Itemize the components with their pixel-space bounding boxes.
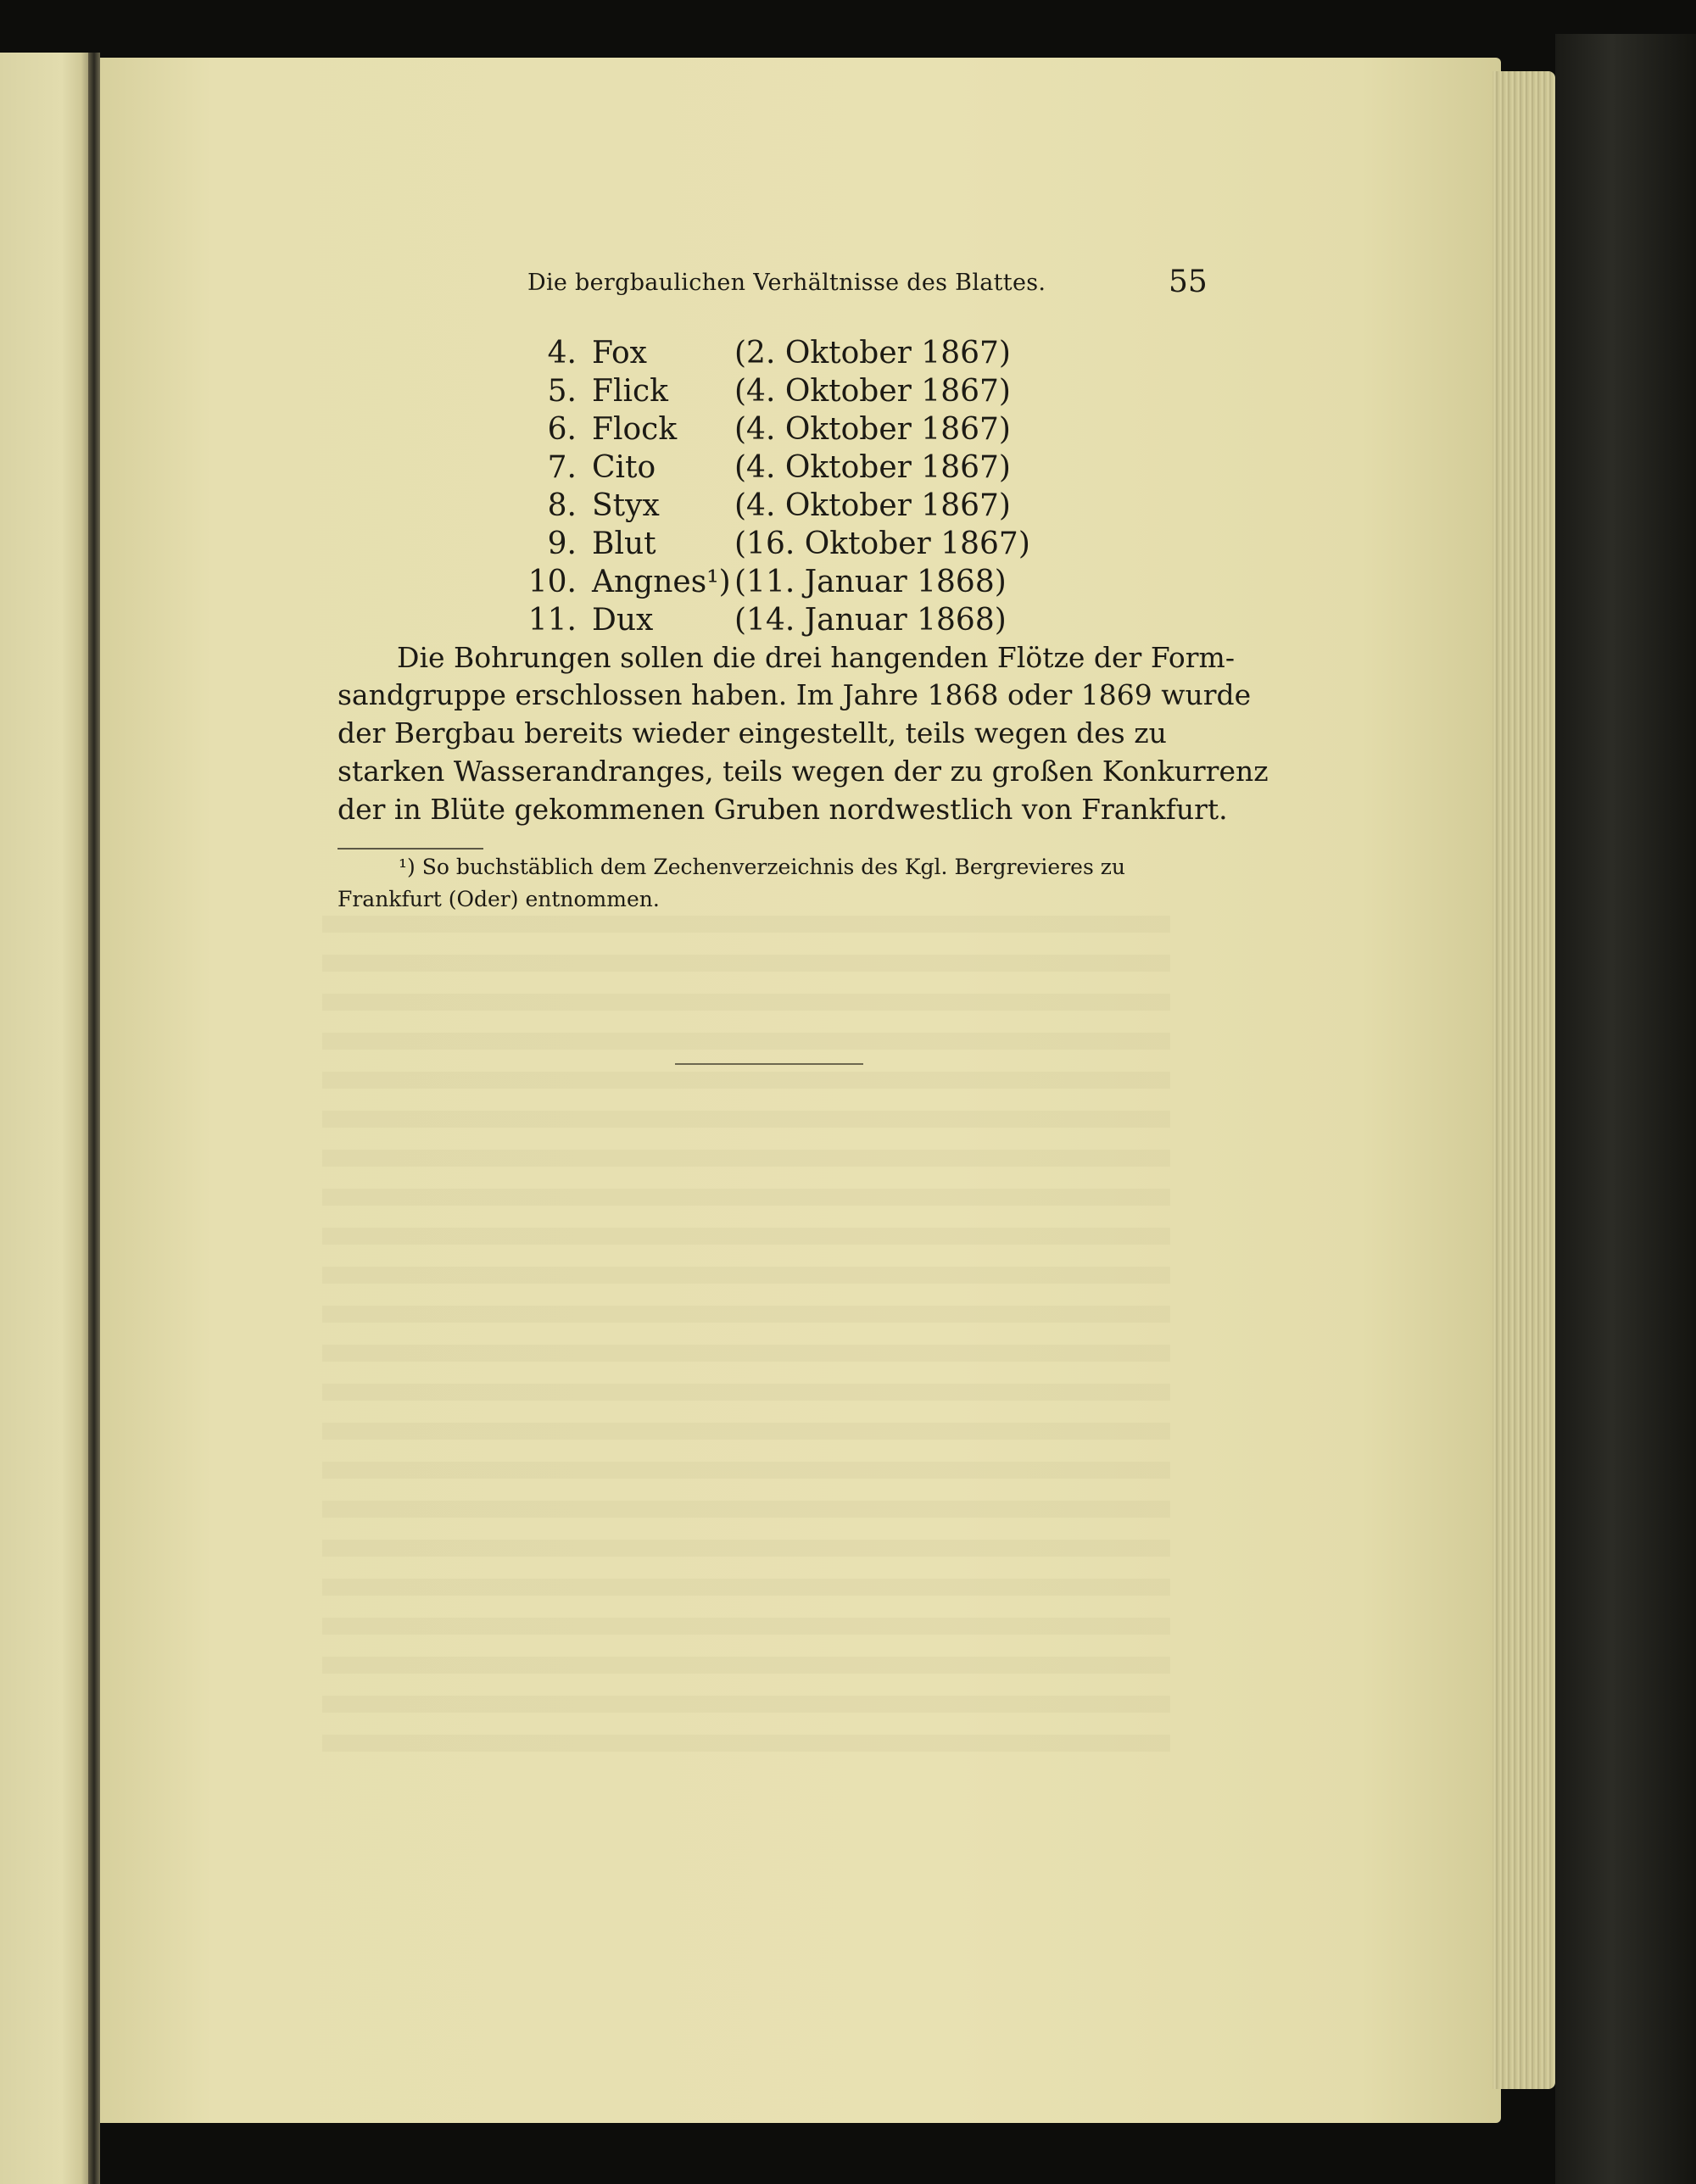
section-end-rule (675, 1063, 863, 1065)
item-date: (4. Oktober 1867) (734, 450, 1011, 485)
item-name: Flick (592, 374, 668, 409)
footnote-divider (338, 848, 483, 850)
item-name: Angnes¹) (592, 565, 731, 599)
page-edges (1492, 71, 1555, 2089)
item-name: Flock (592, 412, 678, 447)
item-name: Fox (592, 336, 647, 370)
show-through-texture (322, 916, 1170, 1763)
left-page-edge (0, 53, 88, 2184)
paragraph-line: der Bergbau bereits wieder eingestellt, teils wegen des zu (338, 716, 1167, 749)
item-date: (11. Januar 1868) (734, 565, 1007, 599)
item-number: 9. (547, 526, 577, 561)
item-number: 7. (547, 450, 577, 485)
item-date: (2. Oktober 1867) (734, 336, 1011, 370)
item-name: Styx (592, 488, 660, 523)
book-gutter (88, 53, 100, 2184)
book-cover-edge (1555, 34, 1696, 2184)
paragraph-line: Die Bohrungen sollen die drei hangenden Flötze der Form- (397, 641, 1236, 674)
footnote-line: ¹) So buchstäblich dem Zechenverzeichnis des Kgl. Bergrevieres zu (399, 855, 1126, 879)
item-date: (16. Oktober 1867) (734, 526, 1030, 561)
item-number: 11. (527, 603, 577, 638)
paragraph-line: sandgruppe erschlossen haben. Im Jahre 1868 oder 1869 wurde (338, 678, 1252, 711)
item-number: 10. (527, 565, 577, 599)
item-date: (14. Januar 1868) (734, 603, 1007, 638)
item-date: (4. Oktober 1867) (734, 374, 1011, 409)
paragraph-line: der in Blüte gekommenen Gruben nordwestlich von Frankfurt. (338, 793, 1228, 826)
running-head: Die bergbaulichen Verhältnisse des Blattes. (527, 270, 1046, 296)
item-name: Blut (592, 526, 656, 561)
item-date: (4. Oktober 1867) (734, 412, 1011, 447)
item-number: 5. (547, 374, 577, 409)
item-date: (4. Oktober 1867) (734, 488, 1011, 523)
footnote-line: Frankfurt (Oder) entnommen. (338, 887, 660, 911)
item-number: 4. (547, 336, 577, 370)
item-number: 8. (547, 488, 577, 523)
page-number: 55 (1169, 265, 1208, 299)
item-number: 6. (547, 412, 577, 447)
item-name: Dux (592, 603, 654, 638)
item-name: Cito (592, 450, 656, 485)
paragraph-line: starken Wasserandranges, teils wegen der zu großen Konkurrenz (338, 755, 1269, 788)
